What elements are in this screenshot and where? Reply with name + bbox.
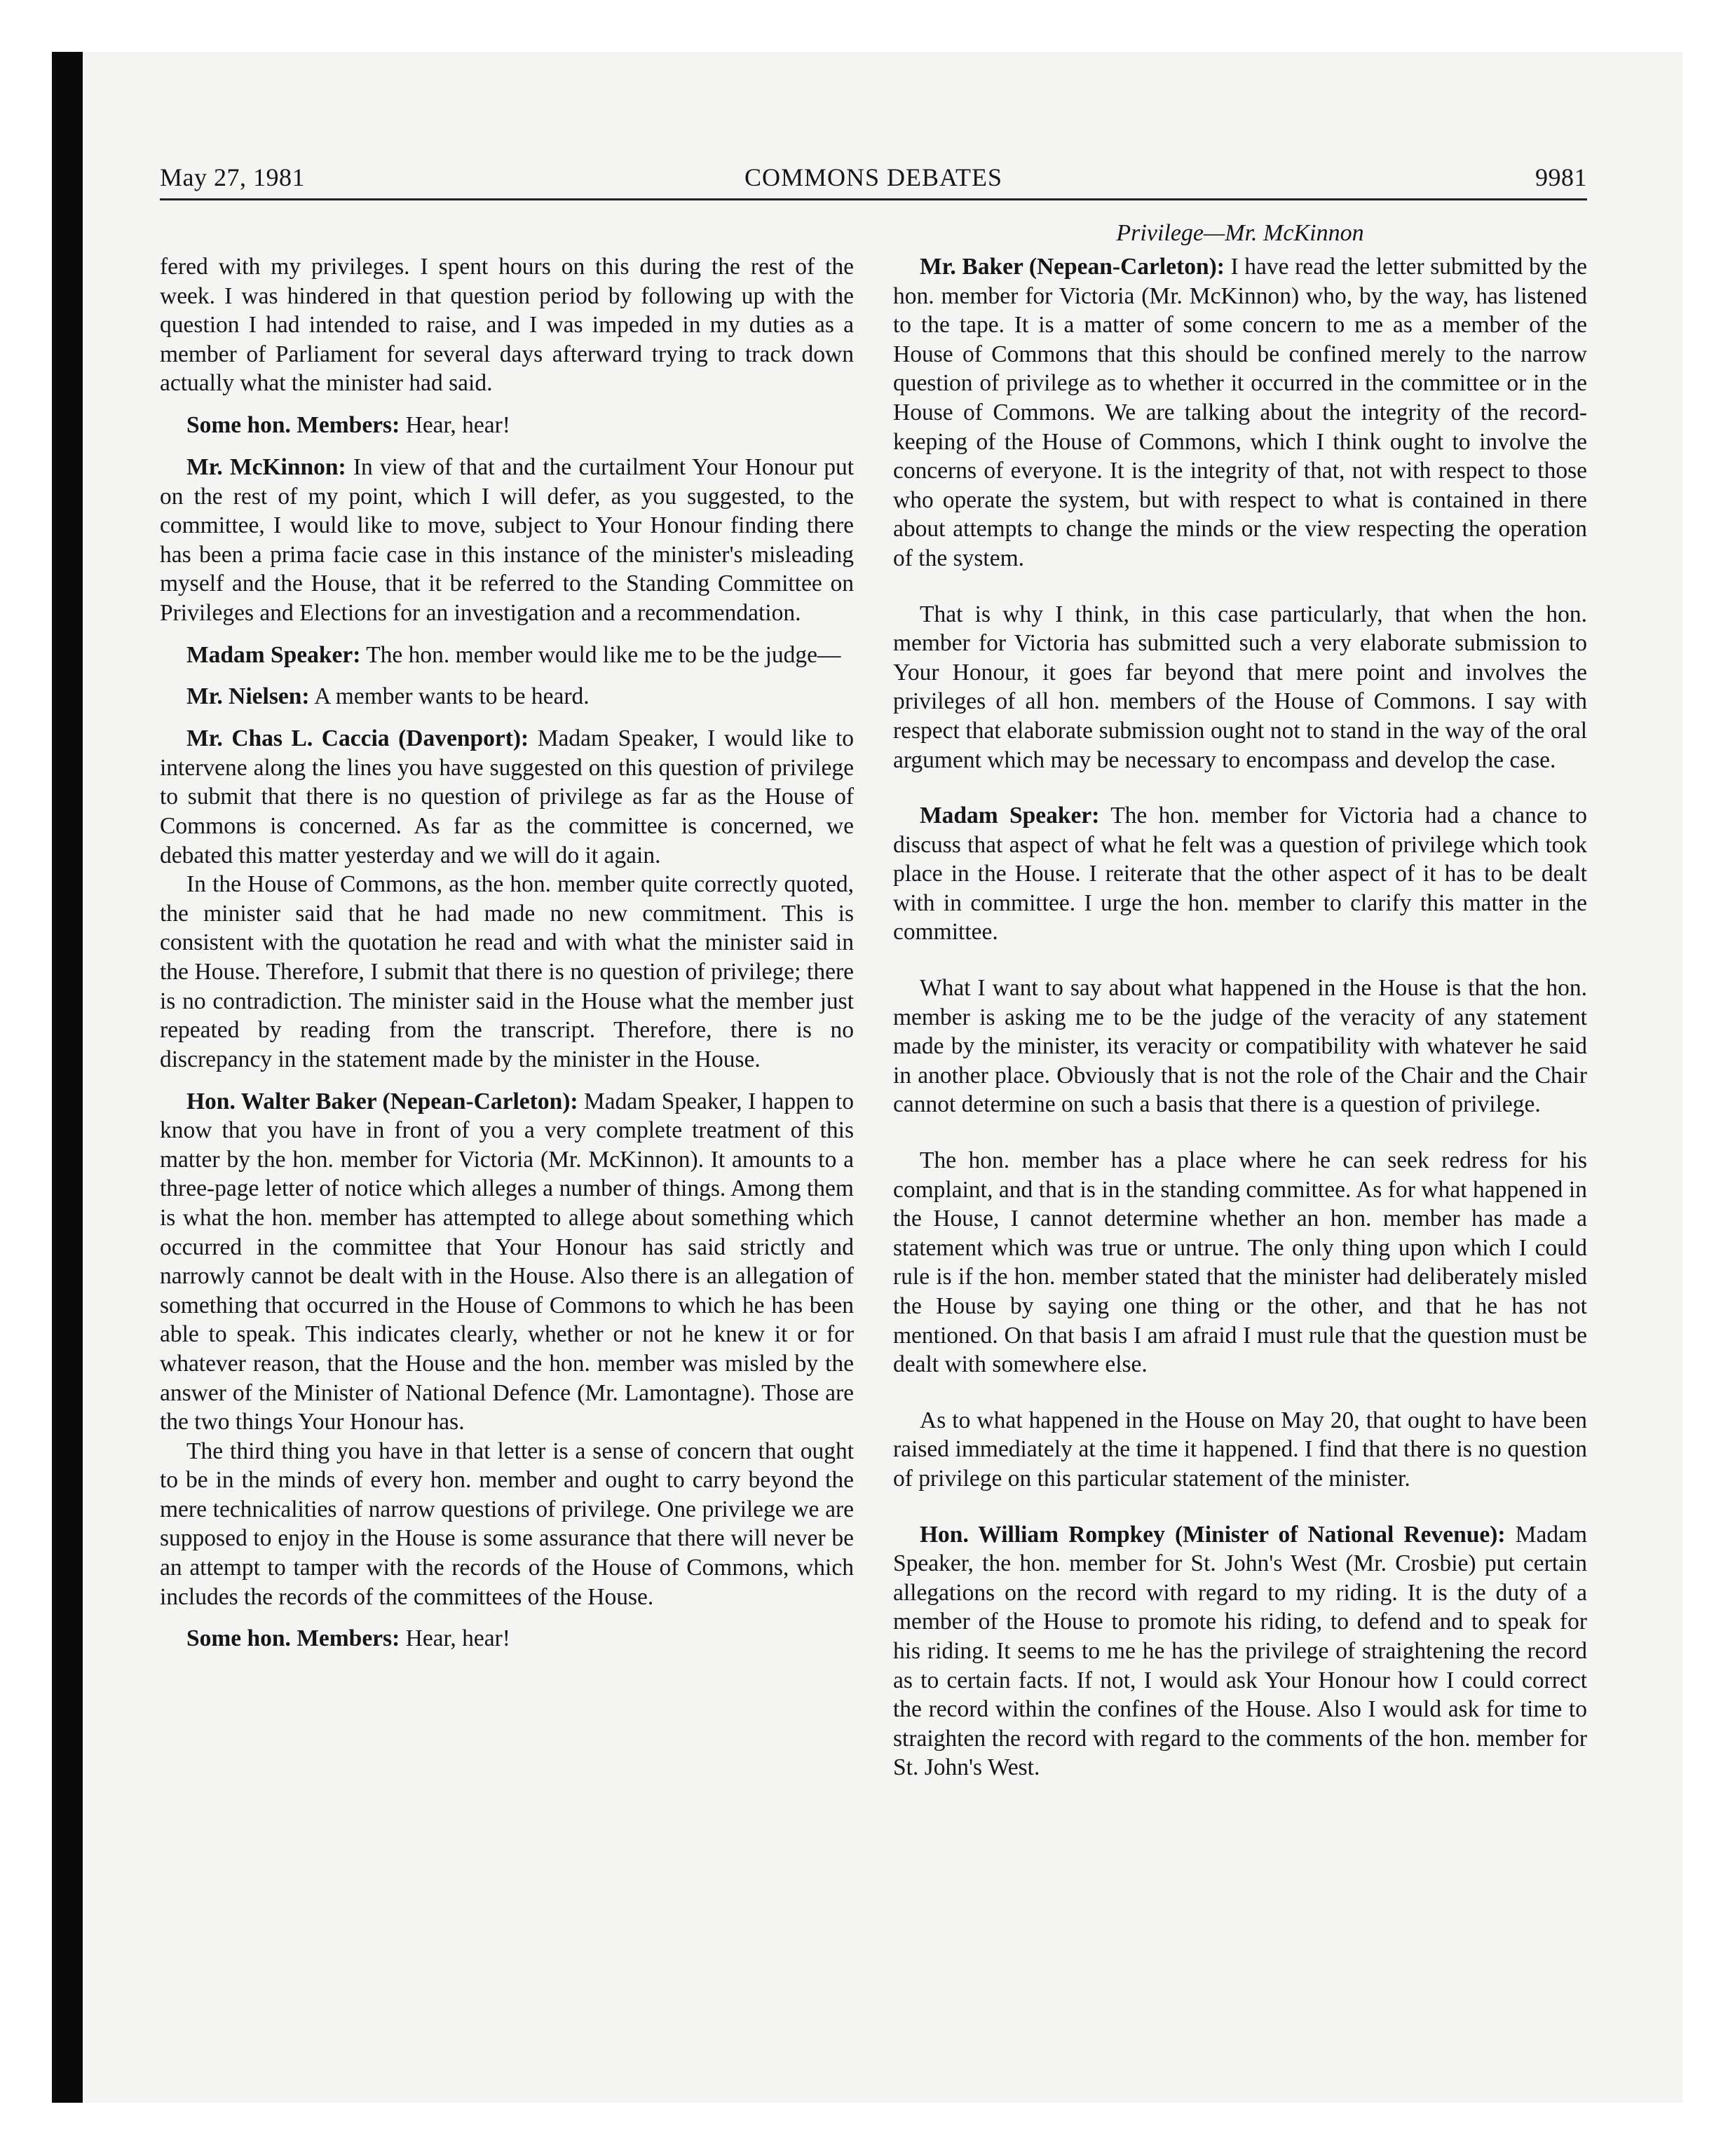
speech-text: In view of that and the curtailment Your Honour put on the rest of my point, which I will defer, as you suggested, to the committee, I would like to move, subject to Your Honour finding there has been a prima facie case in this instance of the minister's misleading myself and the House, that it be referred to the Standing Committee on Privileges and Elections for an investigation and a recommendation. xyxy=(160,453,854,626)
speaker-name: Some hon. Members: xyxy=(186,1625,400,1652)
header-date: May 27, 1981 xyxy=(160,163,305,191)
speech-text: The hon. member has a place where he can seek redress for his complaint, and that is in the standing committee. As for what happened in the House, I cannot determine whether an hon. member has made a statement which was true or untrue. The only thing upon which I could rule is if the hon. member stated that the minister had deliberately misled the House by saying one thing or the other, and that he has not mentioned. On that basis I am afraid I must rule that the question must be dealt with somewhere else. xyxy=(893,1147,1587,1378)
speech-text: A member wants to be heard. xyxy=(314,683,590,710)
speech-text: As to what happened in the House on May 20, that ought to have been raised immediately at the time it happened. I find that there is no question of privilege on this particular statement of the minister. xyxy=(893,1407,1587,1492)
right-column xyxy=(893,252,1587,1795)
paragraph xyxy=(160,453,854,628)
page-number: 9981 xyxy=(1535,163,1587,191)
paragraph xyxy=(160,1087,854,1437)
speaker-name: Mr. Chas L. Caccia (Davenport): xyxy=(186,725,529,752)
section-heading: Privilege—Mr. McKinnon xyxy=(1116,220,1364,246)
left-column xyxy=(160,252,854,1666)
speech-text: I have read the letter submitted by the hon. member for Victoria (Mr. McKinnon) who, by the way, has listened to the tape. It is a matter of some concern to me as a member of the House of Commons that this should be confined merely to the narrow question of privilege as to whether it occurred in the committee or in the House of Commons. We are talking about the integrity of the record-keeping of the House of Commons, which I think ought to involve the concerns of everyone. It is the integrity of that, not with respect to those who operate the system, but with respect to what is contained in there about attempts to change the minds or the view respecting the operation of the system. xyxy=(893,254,1587,571)
speech-text: What I want to say about what happened in the House is that the hon. member is asking me to be the judge of the veracity of any statement made by the minister, its veracity or compatibility with whatever he said in another place. Obviously that is not the role of the Chair and the Chair cannot determine on such a basis that there is a question of privilege. xyxy=(893,975,1587,1118)
paragraph xyxy=(160,411,854,440)
speaker-name: Mr. Nielsen: xyxy=(186,683,310,710)
paragraph xyxy=(893,801,1587,947)
paragraph xyxy=(160,641,854,670)
paragraph xyxy=(893,1520,1587,1782)
header-title: COMMONS DEBATES xyxy=(744,163,1003,191)
page-header xyxy=(160,163,1587,198)
speech-text: Hear, hear! xyxy=(405,412,510,439)
speech-text: Madam Speaker, I would like to intervene along the lines you have suggested on this question of privilege to submit that there is no question of privilege as far as the House of Commons is concerned. As far as the committee is concerned, we debated this matter yesterday and we will do it again. xyxy=(160,725,854,868)
speech-text: In the House of Commons, as the hon. member quite correctly quoted, the minister said that he had made no new commitment. This is consistent with the quotation he read and with what the minister said in the House. Therefore, I submit that there is no question of privilege; there is no contradiction. The minister said in the House what the member just repeated by reading from the transcript. Therefore, there is no discrepancy in the statement made by the minister in the House. xyxy=(160,871,854,1072)
paragraph xyxy=(893,1406,1587,1494)
speech-text: Hear, hear! xyxy=(405,1625,510,1652)
speaker-name: Some hon. Members: xyxy=(186,412,400,439)
header-rule xyxy=(160,198,1587,200)
speaker-name: Mr. Baker (Nepean-Carleton): xyxy=(920,254,1225,280)
speaker-name: Hon. Walter Baker (Nepean-Carleton): xyxy=(186,1088,578,1114)
speech-text: The hon. member would like me to be the judge— xyxy=(366,641,841,668)
speech-text: Madam Speaker, I happen to know that you have in front of you a very complete treatment of this matter by the hon. member for Victoria (Mr. McKinnon). It amounts to a three-page letter of notice which alleges a number of things. Among them is what the hon. member has attempted to allege about something which occurred in the committee that Your Honour has said strictly and narrowly cannot be dealt with in the House. Also there is an allegation of something that occurred in the House of Commons to which he has been able to speak. This indicates clearly, whether or not he knew it or for whatever reason, that the House and the hon. member was misled by the answer of the Minister of National Defence (Mr. Lamontagne). Those are the two things Your Honour has. xyxy=(160,1088,854,1435)
speech-text: Madam Speaker, the hon. member for St. John's West (Mr. Crosbie) put certain allegations on the record with regard to my riding. It is the duty of a member of the House to promote his riding, to defend and to speak for his riding. It seems to me he has the privilege of straightening the record as to certain facts. If not, I would ask Your Honour how I could correct the record within the confines of the House. Also I would ask for time to straighten the record with regard to the comments of the hon. member for St. John's West. xyxy=(893,1521,1588,1781)
paragraph xyxy=(893,600,1587,775)
speaker-name: Hon. William Rompkey (Minister of National Revenue): xyxy=(920,1521,1506,1548)
paragraph xyxy=(160,1624,854,1653)
speaker-name: Mr. McKinnon: xyxy=(186,453,346,480)
speech-text: That is why I think, in this case particularly, that when the hon. member for Victoria has submitted such a very elaborate submission to Your Honour, it goes far beyond that mere point and involves the privileges of all hon. members of the House of Commons. I say with respect that elaborate submission ought not to stand in the way of the oral argument which may be necessary to encompass and develop the case. xyxy=(893,601,1587,773)
paragraph xyxy=(893,974,1587,1119)
paragraph xyxy=(893,252,1587,573)
paragraph xyxy=(160,682,854,711)
speaker-name: Madam Speaker: xyxy=(920,803,1100,829)
scan-edge-band xyxy=(52,52,83,2103)
paragraph xyxy=(160,870,854,1074)
speech-text: The hon. member for Victoria had a chance to discuss that aspect of what he felt was a question of privilege which took place in the House. I reiterate that the other aspect of it has to be dealt with in committee. I urge the hon. member to clarify this matter in the committee. xyxy=(893,803,1587,946)
speech-text: fered with my privileges. I spent hours on this during the rest of the week. I was hindered in that question period by following up with the question I had intended to raise, and I was impeded in my duties as a member of Parliament for several days afterward trying to track down actually what the minister had said. xyxy=(160,254,854,397)
paragraph xyxy=(893,1146,1587,1379)
speaker-name: Madam Speaker: xyxy=(186,641,361,668)
paragraph xyxy=(160,1437,854,1612)
paragraph xyxy=(160,724,854,870)
paragraph xyxy=(160,252,854,398)
speech-text: The third thing you have in that letter is a sense of concern that ought to be in the minds of every hon. member and ought to carry beyond the mere technicalities of narrow questions of privilege. One privilege we are supposed to enjoy in the House is some assurance that there will never be an attempt to tamper with the records of the House of Commons, which includes the records of the committees of the House. xyxy=(160,1438,854,1610)
